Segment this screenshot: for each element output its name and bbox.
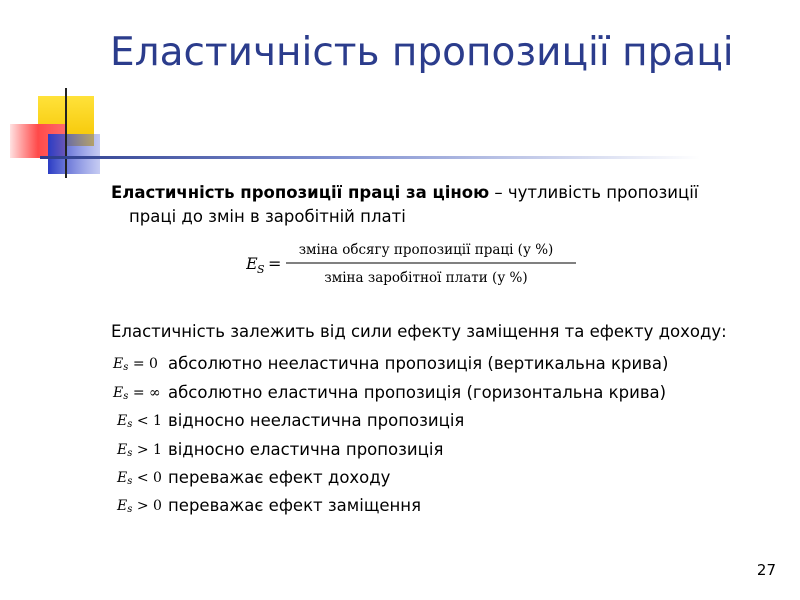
case-row bbox=[0, 466, 800, 490]
slide-title: Еластичність пропозиції праці bbox=[110, 30, 734, 75]
case-description: абсолютно нееластична пропозиція (вертикальна крива) bbox=[168, 354, 669, 373]
elasticity-formula bbox=[246, 236, 586, 292]
case-row bbox=[0, 494, 800, 518]
page-number: 27 bbox=[756, 561, 776, 579]
case-symbol: $E_s > 1$ bbox=[117, 442, 162, 459]
formula-lhs-subscript: S bbox=[257, 263, 265, 276]
formula-lhs-symbol: E bbox=[246, 254, 258, 273]
case-description: абсолютно еластична пропозиція (горизонтальна крива) bbox=[168, 383, 667, 402]
case-description: переважає ефект доходу bbox=[168, 468, 391, 487]
definition-text-line2: праці до змін в заробітній платі bbox=[129, 207, 406, 226]
case-description: відносно нееластична пропозиція bbox=[168, 411, 465, 430]
case-symbol: $E_s$ = ∞ bbox=[113, 385, 161, 402]
corner-decoration bbox=[0, 0, 120, 190]
case-row bbox=[0, 409, 800, 433]
case-row bbox=[0, 438, 800, 462]
title-divider bbox=[40, 156, 700, 159]
case-row bbox=[0, 381, 800, 405]
case-symbol: $E_s > 0$ bbox=[117, 498, 162, 515]
case-description: відносно еластична пропозиція bbox=[168, 440, 444, 459]
definition-text-line1: чутливість пропозиції bbox=[507, 183, 699, 202]
formula-denominator: зміна заробітної плати (у %) bbox=[324, 270, 528, 286]
formula-numerator: зміна обсягу пропозиції праці (у %) bbox=[298, 242, 554, 258]
blue-square bbox=[48, 134, 100, 174]
case-description: переважає ефект заміщення bbox=[168, 496, 422, 515]
definition-term: Еластичність пропозиції праці за ціною bbox=[111, 183, 490, 202]
case-symbol: $E_s < 1$ bbox=[117, 413, 162, 430]
elasticity-intro: Еластичність залежить від сили ефекту заміщення та ефекту доходу: bbox=[111, 322, 727, 341]
case-row bbox=[0, 352, 800, 376]
case-symbol: $E_s < 0$ bbox=[117, 470, 162, 487]
definition-paragraph bbox=[111, 181, 771, 229]
definition-dash: – bbox=[489, 183, 508, 202]
formula-equals: = bbox=[268, 254, 282, 273]
case-symbol: $E_s = 0$ bbox=[113, 356, 158, 373]
